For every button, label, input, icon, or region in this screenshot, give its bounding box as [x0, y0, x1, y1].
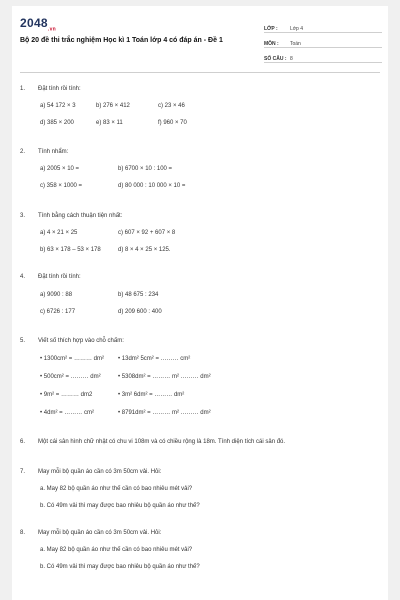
question-number: 1. — [20, 86, 26, 92]
exercise-item: b) 48 675 : 234 — [118, 292, 159, 298]
worksheet-meta — [264, 20, 382, 65]
exercise-item: d) 8 × 4 × 25 × 125. — [118, 247, 171, 253]
exercise-item: a) 4 × 21 × 25 — [40, 230, 78, 236]
fill-in-item: • 9m² = ……… dm2 — [40, 392, 93, 398]
sub-question: b. Có 49m vải thì may được bao nhiêu bộ quần áo như thế? — [40, 503, 200, 509]
exercise-item: b) 276 × 412 — [96, 103, 130, 109]
question-5 — [20, 338, 376, 344]
question-number: 6. — [20, 439, 26, 445]
question-number: 2. — [20, 149, 26, 155]
exercise-item: a) 9090 : 88 — [40, 292, 73, 298]
meta-value: 8 — [290, 56, 293, 62]
exercise-item: c) 6726 : 177 — [40, 309, 76, 315]
question-text: Viết số thích hợp vào chỗ chấm: — [38, 338, 124, 344]
question-number: 8. — [20, 530, 26, 536]
worksheet-title: Bộ 20 đề thi trắc nghiệm Học kì 1 Toán lớp 4 có đáp án - Đề 1 — [20, 37, 223, 44]
fill-in-item: • 4dm² = ……… cm² — [40, 410, 94, 416]
question-4 — [20, 274, 376, 280]
question-text: Tính nhẩm: — [38, 149, 69, 155]
meta-row-grade — [264, 20, 382, 33]
fill-in-item: • 13dm² 5cm² = ……… cm² — [118, 356, 191, 362]
meta-value: Toán — [290, 41, 301, 47]
exercise-item: b) 63 × 178 – 53 × 178 — [40, 247, 101, 253]
question-number: 3. — [20, 213, 26, 219]
fill-in-item: • 8791dm² = ……… m² ……… dm² — [118, 410, 211, 416]
meta-row-subject — [264, 35, 382, 48]
fill-in-item: • 5308dm² = ……… m² ……… dm² — [118, 374, 211, 380]
question-text: Một cái sân hình chữ nhật có chu vi 108m và có chiều rộng là 18m. Tính diện tích cái sân đó. — [38, 439, 286, 445]
meta-label: LỚP : — [264, 26, 278, 32]
fill-in-item: • 1300cm² = ……… dm² — [40, 356, 104, 362]
logo-text: 2048 — [20, 16, 48, 30]
question-6 — [20, 439, 376, 445]
question-2 — [20, 149, 376, 155]
header-divider — [20, 72, 380, 73]
fill-in-item: • 500cm² = ……… dm² — [40, 374, 101, 380]
logo-tld: .vn — [47, 26, 57, 33]
question-text: Đặt tính rồi tính: — [38, 86, 81, 92]
question-3 — [20, 213, 376, 219]
meta-value: Lớp 4 — [290, 26, 304, 32]
question-number: 5. — [20, 338, 26, 344]
exercise-item: a) 2005 × 10 = — [40, 166, 80, 172]
worksheet-header — [20, 16, 380, 64]
exercise-item: e) 83 × 11 — [96, 120, 123, 126]
question-text: May mỗi bộ quần áo cần có 3m 50cm vải. Hỏi: — [38, 530, 162, 536]
exercise-item: c) 23 × 46 — [158, 103, 185, 109]
question-number: 7. — [20, 469, 26, 475]
site-logo[interactable] — [20, 16, 56, 32]
question-text: Tính bằng cách thuận tiện nhất: — [38, 213, 123, 219]
question-text: Đặt tính rồi tính: — [38, 274, 81, 280]
exercise-item: d) 385 × 200 — [40, 120, 74, 126]
exercise-item: f) 960 × 70 — [158, 120, 187, 126]
question-number: 4. — [20, 274, 26, 280]
exercise-item: b) 6700 × 10 : 100 = — [118, 166, 173, 172]
meta-label: SỐ CÂU : — [264, 56, 287, 62]
exercise-item: a) 54 172 × 3 — [40, 103, 76, 109]
meta-row-count — [264, 50, 382, 63]
question-8 — [20, 530, 376, 536]
sub-question: a. May 82 bộ quần áo như thế cần có bao nhiêu mét vải? — [40, 547, 193, 553]
question-text: May mỗi bộ quần áo cần có 3m 50cm vải. Hỏi: — [38, 469, 162, 475]
worksheet-page — [12, 6, 388, 600]
sub-question: b. Có 49m vải thì may được bao nhiêu bộ quần áo như thế? — [40, 564, 200, 570]
exercise-item: d) 80 000 : 10 000 × 10 = — [118, 183, 186, 189]
exercise-item: c) 607 × 92 + 607 × 8 — [118, 230, 176, 236]
sub-question: a. May 82 bộ quần áo như thế cần có bao nhiêu mét vải? — [40, 486, 193, 492]
question-1 — [20, 86, 376, 92]
exercise-item: d) 209 600 : 400 — [118, 309, 162, 315]
question-7 — [20, 469, 376, 475]
meta-label: MÔN : — [264, 41, 279, 47]
exercise-item: c) 358 × 1000 = — [40, 183, 83, 189]
fill-in-item: • 3m² 6dm² = ……… dm² — [118, 392, 185, 398]
